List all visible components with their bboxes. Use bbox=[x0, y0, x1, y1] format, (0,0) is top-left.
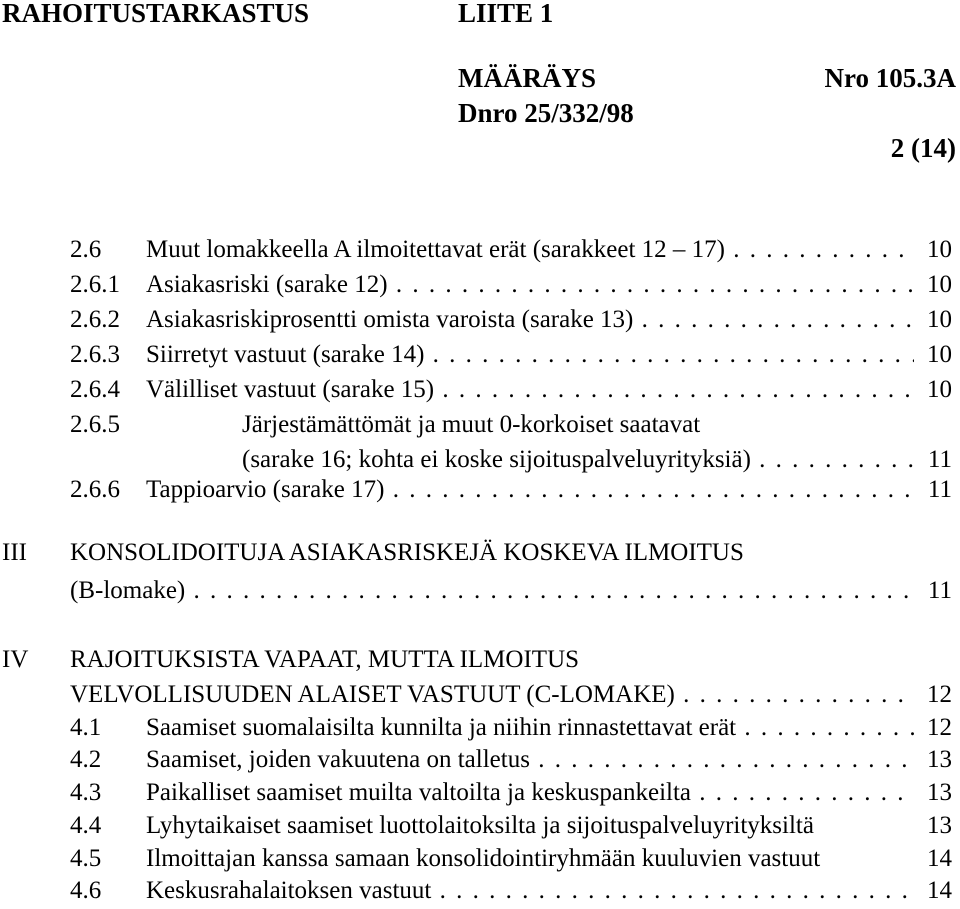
toc-entry-4-4[interactable] bbox=[0, 808, 960, 844]
toc-number: 2.6.2 bbox=[70, 306, 120, 333]
toc-page: 13 bbox=[927, 779, 952, 806]
toc-title: Tappioarvio (sarake 17) . . . bbox=[146, 472, 914, 508]
toc-page: 10 bbox=[927, 341, 952, 368]
toc-entry-4-3[interactable] bbox=[0, 775, 960, 811]
toc-number: IV bbox=[2, 646, 29, 673]
toc-page: 14 bbox=[927, 845, 952, 872]
toc-entry-4-6[interactable] bbox=[0, 873, 960, 909]
toc-title: Lyhytaikaiset saamiset luottolaitoksilta ja sijoituspalveluyrityksiltä bbox=[146, 812, 814, 839]
toc-entry-2-6-6[interactable] bbox=[0, 472, 960, 508]
page-number: 2 (14) bbox=[890, 133, 956, 163]
toc-number: III bbox=[2, 539, 27, 566]
toc-entry-4-2[interactable] bbox=[0, 742, 960, 778]
toc-title: Välilliset vastuut (sarake 15) . . . bbox=[146, 372, 914, 408]
toc-entry-iv[interactable] bbox=[0, 642, 960, 678]
toc-entry-iv-cont[interactable] bbox=[0, 677, 960, 713]
toc-number: 4.5 bbox=[70, 845, 102, 872]
toc-entry-2-6[interactable] bbox=[0, 232, 960, 268]
toc-title: Paikalliset saamiset muilta valtoilta ja keskuspankeilta . . . bbox=[146, 775, 914, 811]
toc-title-line-1: RAJOITUKSISTA VAPAAT, MUTTA ILMOITUS bbox=[70, 646, 580, 673]
toc-number: 4.2 bbox=[70, 746, 102, 773]
annex-label: LIITE 1 bbox=[458, 0, 554, 28]
toc-title: Keskusrahalaitoksen vastuut . . . bbox=[146, 873, 914, 909]
toc-entry-iii-cont[interactable] bbox=[0, 573, 960, 609]
toc-page: 11 bbox=[927, 446, 952, 473]
toc-title: Saamiset, joiden vakuutena on talletus . . . bbox=[146, 742, 914, 778]
toc-page: 11 bbox=[927, 476, 952, 503]
toc-number: 2.6.1 bbox=[70, 271, 120, 298]
toc-title: Siirretyt vastuut (sarake 14) . . . bbox=[146, 337, 914, 373]
toc-title-line-2: (sarake 16; kohta ei koske sijoituspalveluyrityksiä) . . . bbox=[242, 442, 914, 478]
toc-entry-2-6-2[interactable] bbox=[0, 302, 960, 338]
toc-page: 10 bbox=[927, 376, 952, 403]
toc-entry-2-6-1[interactable] bbox=[0, 267, 960, 303]
toc-entry-4-5[interactable] bbox=[0, 841, 960, 877]
toc-page: 11 bbox=[927, 577, 952, 604]
toc-title: Asiakasriski (sarake 12) . . . bbox=[146, 267, 914, 303]
toc-title: Muut lomakkeella A ilmoitettavat erät (sarakkeet 12 – 17) . . . bbox=[146, 232, 914, 268]
toc-title-line-1: Järjestämättömät ja muut 0-korkoiset saatavat bbox=[242, 411, 701, 438]
toc-title-line-2: (B-lomake) . . . bbox=[70, 573, 914, 609]
toc-title: Ilmoittajan kanssa samaan konsolidointiryhmään kuuluvien vastuut bbox=[146, 845, 821, 872]
toc-number: 2.6 bbox=[70, 236, 102, 263]
record-number: Dnro 25/332/98 bbox=[458, 98, 634, 128]
toc-page: 13 bbox=[927, 812, 952, 839]
toc-title-line-2: VELVOLLISUUDEN ALAISET VASTUUT (C-LOMAKE) . . . bbox=[70, 677, 914, 713]
toc-page: 12 bbox=[927, 681, 952, 708]
organization-name: RAHOITUSTARKASTUS bbox=[2, 0, 310, 28]
toc-title: Asiakasriskiprosentti omista varoista (sarake 13) . . . bbox=[146, 302, 914, 338]
toc-title: Saamiset suomalaisilta kunnilta ja niihin rinnastettavat erät . . . bbox=[146, 710, 914, 746]
toc-number: 2.6.3 bbox=[70, 341, 120, 368]
toc-entry-2-6-4[interactable] bbox=[0, 372, 960, 408]
toc-page: 10 bbox=[927, 271, 952, 298]
toc-number: 2.6.4 bbox=[70, 376, 120, 403]
regulation-number: Nro 105.3A bbox=[824, 63, 956, 93]
toc-entry-4-1[interactable] bbox=[0, 710, 960, 746]
toc-number: 2.6.5 bbox=[70, 411, 120, 438]
toc-number: 4.6 bbox=[70, 877, 102, 904]
document-type: MÄÄRÄYS bbox=[458, 63, 596, 93]
toc-entry-2-6-3[interactable] bbox=[0, 337, 960, 373]
toc-entry-iii[interactable] bbox=[0, 535, 960, 571]
toc-entry-2-6-5[interactable] bbox=[0, 407, 960, 443]
toc-number: 4.4 bbox=[70, 812, 102, 839]
toc-page: 14 bbox=[927, 877, 952, 904]
toc-title-line-1: KONSOLIDOITUJA ASIAKASRISKEJÄ KOSKEVA ILMOITUS bbox=[70, 539, 744, 566]
toc-page: 10 bbox=[927, 306, 952, 333]
toc-page: 13 bbox=[927, 746, 952, 773]
toc-number: 2.6.6 bbox=[70, 476, 120, 503]
toc-number: 4.1 bbox=[70, 714, 102, 741]
toc-number: 4.3 bbox=[70, 779, 102, 806]
toc-page: 12 bbox=[927, 714, 952, 741]
toc-page: 10 bbox=[927, 236, 952, 263]
